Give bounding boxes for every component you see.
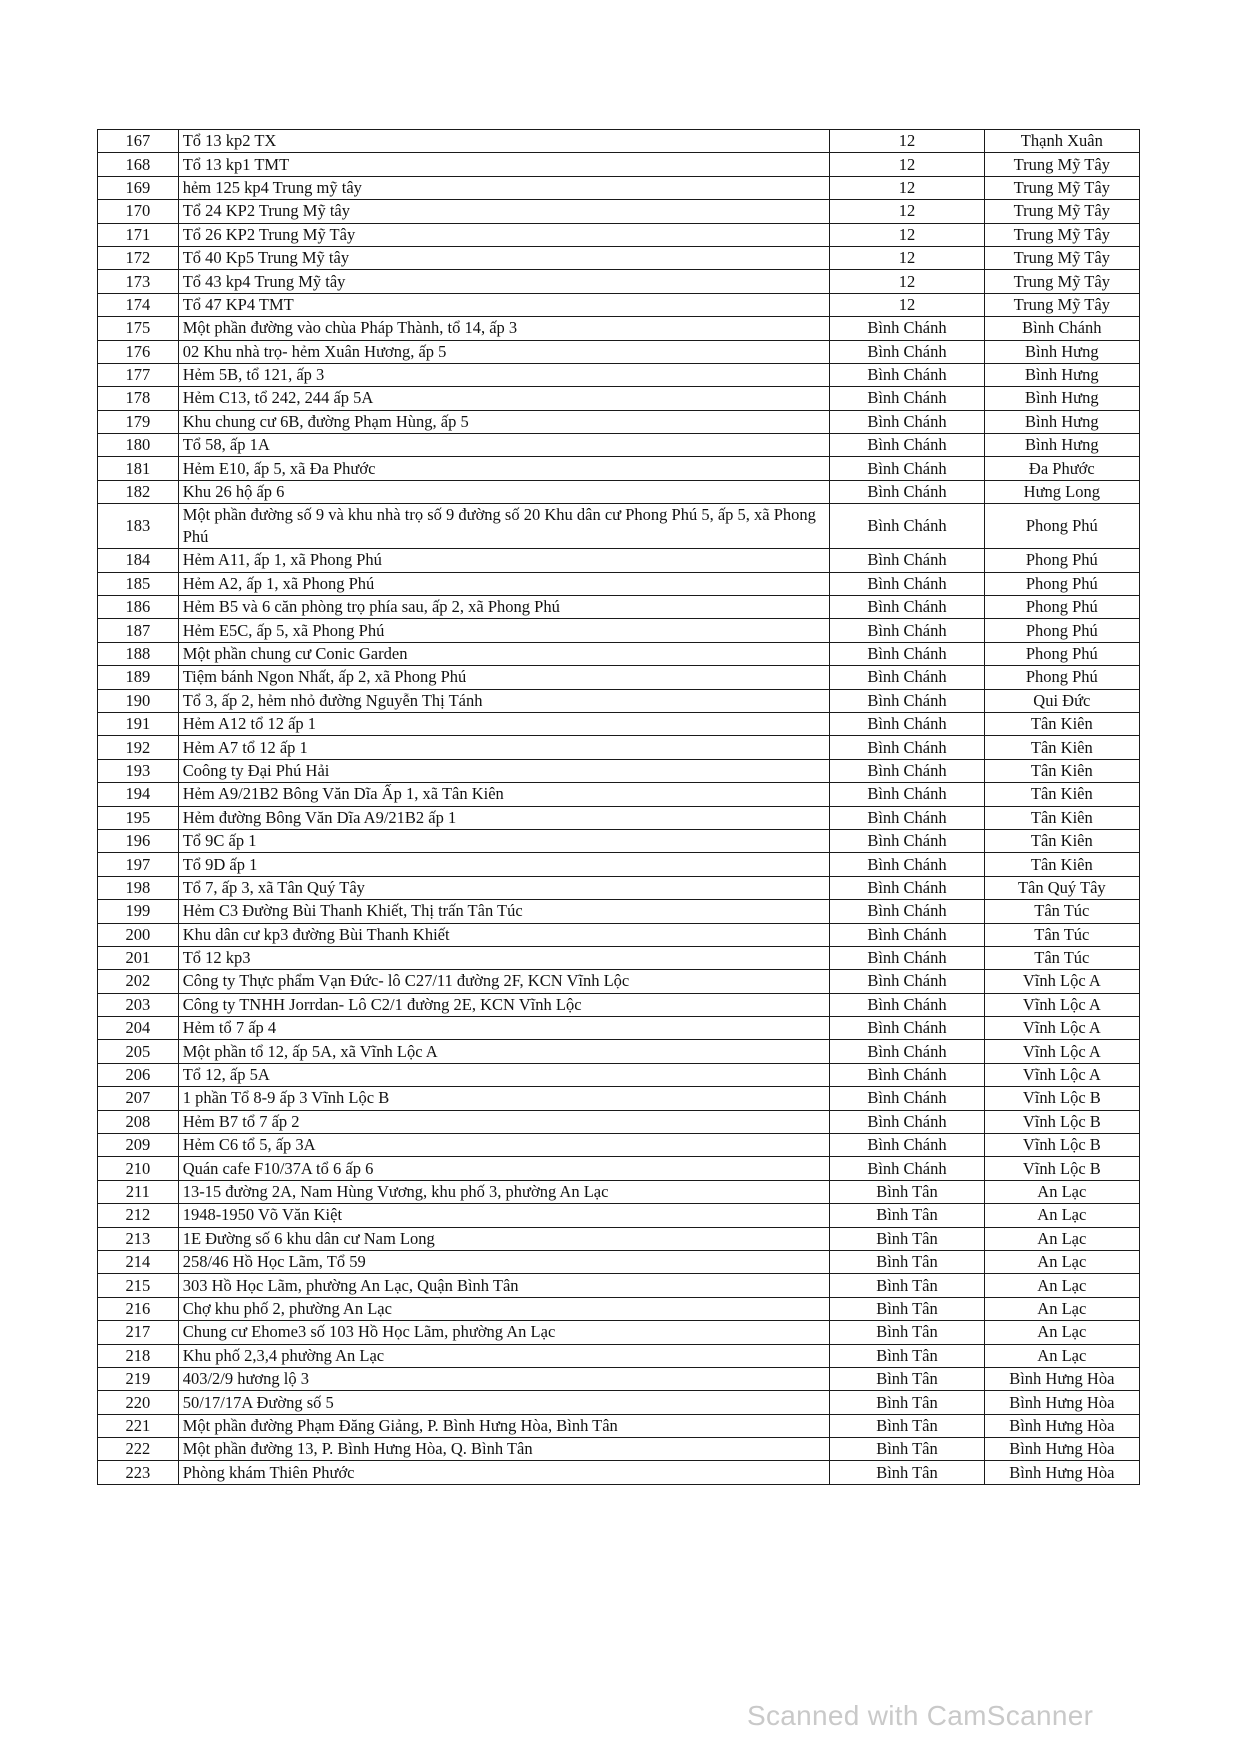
district-cell: Bình Chánh	[830, 853, 984, 876]
district-cell: 12	[830, 176, 984, 199]
table-row	[98, 1063, 1140, 1086]
location-cell: Hẻm A11, ấp 1, xã Phong Phú	[178, 549, 830, 572]
location-cell: Hẻm C13, tổ 242, 244 ấp 5A	[178, 387, 830, 410]
location-cell: 02 Khu nhà trọ- hẻm Xuân Hương, ấp 5	[178, 340, 830, 363]
table-row	[98, 1297, 1140, 1320]
table-row	[98, 1227, 1140, 1250]
table-row	[98, 293, 1140, 316]
ward-cell: Bình Chánh	[984, 317, 1139, 340]
district-cell: Bình Chánh	[830, 970, 984, 993]
table-row	[98, 457, 1140, 480]
location-cell: 258/46 Hồ Học Lãm, Tổ 59	[178, 1250, 830, 1273]
table-row	[98, 783, 1140, 806]
row-number-cell: 208	[98, 1110, 179, 1133]
row-number-cell: 195	[98, 806, 179, 829]
row-number-cell: 181	[98, 457, 179, 480]
row-number-cell: 201	[98, 946, 179, 969]
district-cell: Bình Chánh	[830, 759, 984, 782]
table-row	[98, 993, 1140, 1016]
row-number-cell: 185	[98, 572, 179, 595]
district-cell: Bình Chánh	[830, 736, 984, 759]
district-cell: Bình Tân	[830, 1204, 984, 1227]
row-number-cell: 200	[98, 923, 179, 946]
location-cell: Chung cư Ehome3 số 103 Hồ Học Lãm, phường An Lạc	[178, 1321, 830, 1344]
row-number-cell: 215	[98, 1274, 179, 1297]
ward-cell: Bình Hưng Hòa	[984, 1438, 1139, 1461]
location-cell: Quán cafe F10/37A tổ 6 ấp 6	[178, 1157, 830, 1180]
table-row	[98, 829, 1140, 852]
table-row	[98, 1157, 1140, 1180]
location-cell: 303 Hồ Học Lãm, phường An Lạc, Quận Bình Tân	[178, 1274, 830, 1297]
row-number-cell: 205	[98, 1040, 179, 1063]
district-cell: 12	[830, 200, 984, 223]
district-cell: 12	[830, 293, 984, 316]
table-row	[98, 504, 1140, 549]
district-cell: Bình Tân	[830, 1438, 984, 1461]
row-number-cell: 209	[98, 1134, 179, 1157]
ward-cell: Qui Đức	[984, 689, 1139, 712]
ward-cell: Bình Hưng	[984, 387, 1139, 410]
ward-cell: An Lạc	[984, 1297, 1139, 1320]
district-cell: Bình Chánh	[830, 387, 984, 410]
location-cell: Tổ 24 KP2 Trung Mỹ tây	[178, 200, 830, 223]
row-number-cell: 178	[98, 387, 179, 410]
district-cell: Bình Chánh	[830, 666, 984, 689]
row-number-cell: 177	[98, 363, 179, 386]
row-number-cell: 199	[98, 900, 179, 923]
table-row	[98, 1367, 1140, 1390]
table-row	[98, 176, 1140, 199]
district-cell: Bình Chánh	[830, 340, 984, 363]
row-number-cell: 204	[98, 1017, 179, 1040]
ward-cell: An Lạc	[984, 1180, 1139, 1203]
ward-cell: Bình Hưng Hòa	[984, 1391, 1139, 1414]
table-row	[98, 736, 1140, 759]
ward-cell: Phong Phú	[984, 642, 1139, 665]
district-cell: 12	[830, 223, 984, 246]
row-number-cell: 188	[98, 642, 179, 665]
table-row	[98, 1040, 1140, 1063]
row-number-cell: 217	[98, 1321, 179, 1344]
location-cell: Hẻm đường Bông Văn Dĩa A9/21B2 ấp 1	[178, 806, 830, 829]
camscanner-watermark: Scanned with CamScanner	[747, 1700, 1094, 1731]
district-cell: Bình Tân	[830, 1391, 984, 1414]
ward-cell: Vĩnh Lộc B	[984, 1157, 1139, 1180]
location-cell: Một phần đường 13, P. Bình Hưng Hòa, Q. Bình Tân	[178, 1438, 830, 1461]
district-cell: 12	[830, 246, 984, 269]
row-number-cell: 170	[98, 200, 179, 223]
table-row	[98, 1134, 1140, 1157]
table-row	[98, 1321, 1140, 1344]
location-cell: Tổ 47 KP4 TMT	[178, 293, 830, 316]
table-row	[98, 410, 1140, 433]
row-number-cell: 167	[98, 130, 179, 153]
ward-cell: Tân Túc	[984, 900, 1139, 923]
location-cell: Hẻm A7 tổ 12 ấp 1	[178, 736, 830, 759]
row-number-cell: 202	[98, 970, 179, 993]
location-cell: Tổ 3, ấp 2, hẻm nhỏ đường Nguyễn Thị Tánh	[178, 689, 830, 712]
ward-cell: Phong Phú	[984, 619, 1139, 642]
district-cell: Bình Chánh	[830, 434, 984, 457]
location-cell: Hẻm C6 tổ 5, ấp 3A	[178, 1134, 830, 1157]
table-row	[98, 946, 1140, 969]
table-row	[98, 387, 1140, 410]
location-cell: Hẻm A2, ấp 1, xã Phong Phú	[178, 572, 830, 595]
row-number-cell: 179	[98, 410, 179, 433]
table-row	[98, 1391, 1140, 1414]
ward-cell: An Lạc	[984, 1204, 1139, 1227]
district-cell: Bình Chánh	[830, 572, 984, 595]
ward-cell: Phong Phú	[984, 549, 1139, 572]
row-number-cell: 197	[98, 853, 179, 876]
location-cell: Tổ 9D ấp 1	[178, 853, 830, 876]
table-row	[98, 130, 1140, 153]
row-number-cell: 186	[98, 596, 179, 619]
table-row	[98, 549, 1140, 572]
district-cell: Bình Chánh	[830, 876, 984, 899]
district-cell: Bình Tân	[830, 1461, 984, 1484]
table-row	[98, 1017, 1140, 1040]
district-cell: Bình Chánh	[830, 1134, 984, 1157]
ward-cell: Bình Hưng Hòa	[984, 1367, 1139, 1390]
district-cell: Bình Tân	[830, 1367, 984, 1390]
district-cell: Bình Chánh	[830, 1087, 984, 1110]
table-row	[98, 1438, 1140, 1461]
location-cell: Tổ 40 Kp5 Trung Mỹ tây	[178, 246, 830, 269]
row-number-cell: 168	[98, 153, 179, 176]
district-cell: Bình Chánh	[830, 923, 984, 946]
table-row	[98, 153, 1140, 176]
table-row	[98, 1414, 1140, 1437]
district-cell: Bình Chánh	[830, 900, 984, 923]
table-row	[98, 1110, 1140, 1133]
location-cell: hẻm 125 kp4 Trung mỹ tây	[178, 176, 830, 199]
district-cell: Bình Chánh	[830, 1063, 984, 1086]
ward-cell: Vĩnh Lộc B	[984, 1110, 1139, 1133]
location-cell: Khu dân cư kp3 đường Bùi Thanh Khiết	[178, 923, 830, 946]
table-row	[98, 876, 1140, 899]
district-cell: Bình Chánh	[830, 1110, 984, 1133]
ward-cell: Tân Túc	[984, 923, 1139, 946]
location-cell: Một phần đường số 9 và khu nhà trọ số 9 đường số 20 Khu dân cư Phong Phú 5, ấp 5, xã Phong Phú	[178, 504, 830, 549]
location-cell: Tổ 12, ấp 5A	[178, 1063, 830, 1086]
ward-cell: Phong Phú	[984, 666, 1139, 689]
row-number-cell: 187	[98, 619, 179, 642]
district-cell: Bình Chánh	[830, 1040, 984, 1063]
ward-cell: Vĩnh Lộc A	[984, 970, 1139, 993]
location-cell: 50/17/17A Đường số 5	[178, 1391, 830, 1414]
ward-cell: Tân Quý Tây	[984, 876, 1139, 899]
location-cell: Hẻm A9/21B2 Bông Văn Dĩa Ấp 1, xã Tân Kiên	[178, 783, 830, 806]
location-cell: Hẻm E5C, ấp 5, xã Phong Phú	[178, 619, 830, 642]
location-cell: Tổ 13 kp2 TX	[178, 130, 830, 153]
row-number-cell: 223	[98, 1461, 179, 1484]
ward-cell: Trung Mỹ Tây	[984, 223, 1139, 246]
ward-cell: Bình Hưng	[984, 410, 1139, 433]
district-cell: Bình Tân	[830, 1344, 984, 1367]
ward-cell: Vĩnh Lộc B	[984, 1134, 1139, 1157]
district-cell: Bình Chánh	[830, 480, 984, 503]
district-cell: Bình Tân	[830, 1250, 984, 1273]
table-row	[98, 572, 1140, 595]
table-row	[98, 900, 1140, 923]
row-number-cell: 173	[98, 270, 179, 293]
location-cell: Một phần đường vào chùa Pháp Thành, tổ 14, ấp 3	[178, 317, 830, 340]
location-cell: 1948-1950 Võ Văn Kiệt	[178, 1204, 830, 1227]
row-number-cell: 220	[98, 1391, 179, 1414]
location-cell: 403/2/9 hương lộ 3	[178, 1367, 830, 1390]
ward-cell: Tân Kiên	[984, 736, 1139, 759]
ward-cell: Tân Kiên	[984, 806, 1139, 829]
ward-cell: An Lạc	[984, 1227, 1139, 1250]
district-cell: Bình Chánh	[830, 993, 984, 1016]
ward-cell: Vĩnh Lộc B	[984, 1087, 1139, 1110]
table-row	[98, 317, 1140, 340]
district-cell: Bình Chánh	[830, 596, 984, 619]
ward-cell: Thạnh Xuân	[984, 130, 1139, 153]
ward-cell: Tân Kiên	[984, 853, 1139, 876]
row-number-cell: 183	[98, 504, 179, 549]
district-cell: Bình Tân	[830, 1321, 984, 1344]
location-table	[97, 129, 1140, 1485]
location-cell: Hẻm B7 tổ 7 ấp 2	[178, 1110, 830, 1133]
district-cell: Bình Chánh	[830, 712, 984, 735]
row-number-cell: 182	[98, 480, 179, 503]
location-cell: Tổ 13 kp1 TMT	[178, 153, 830, 176]
table-row	[98, 712, 1140, 735]
district-cell: Bình Chánh	[830, 457, 984, 480]
row-number-cell: 192	[98, 736, 179, 759]
ward-cell: Trung Mỹ Tây	[984, 270, 1139, 293]
ward-cell: Bình Hưng	[984, 340, 1139, 363]
location-cell: Tổ 7, ấp 3, xã Tân Quý Tây	[178, 876, 830, 899]
row-number-cell: 176	[98, 340, 179, 363]
district-cell: Bình Chánh	[830, 946, 984, 969]
district-cell: Bình Tân	[830, 1297, 984, 1320]
district-cell: Bình Tân	[830, 1180, 984, 1203]
district-cell: 12	[830, 270, 984, 293]
district-cell: Bình Tân	[830, 1274, 984, 1297]
district-cell: Bình Chánh	[830, 410, 984, 433]
ward-cell: An Lạc	[984, 1274, 1139, 1297]
district-cell: 12	[830, 130, 984, 153]
row-number-cell: 189	[98, 666, 179, 689]
table-row	[98, 1087, 1140, 1110]
location-cell: Khu 26 hộ ấp 6	[178, 480, 830, 503]
row-number-cell: 198	[98, 876, 179, 899]
table-row	[98, 1180, 1140, 1203]
table-row	[98, 434, 1140, 457]
ward-cell: Đa Phước	[984, 457, 1139, 480]
location-cell: Tổ 12 kp3	[178, 946, 830, 969]
table-row	[98, 1461, 1140, 1484]
table-row	[98, 1204, 1140, 1227]
row-number-cell: 172	[98, 246, 179, 269]
table-row	[98, 970, 1140, 993]
location-cell: Một phần chung cư Conic Garden	[178, 642, 830, 665]
location-cell: Hẻm B5 và 6 căn phòng trọ phía sau, ấp 2, xã Phong Phú	[178, 596, 830, 619]
district-cell: Bình Chánh	[830, 504, 984, 549]
table-row	[98, 480, 1140, 503]
table-row	[98, 200, 1140, 223]
ward-cell: Trung Mỹ Tây	[984, 246, 1139, 269]
row-number-cell: 171	[98, 223, 179, 246]
table-row	[98, 619, 1140, 642]
district-cell: Bình Chánh	[830, 783, 984, 806]
ward-cell: Vĩnh Lộc A	[984, 1063, 1139, 1086]
district-cell: Bình Chánh	[830, 1157, 984, 1180]
location-cell: Tổ 58, ấp 1A	[178, 434, 830, 457]
district-cell: Bình Chánh	[830, 363, 984, 386]
row-number-cell: 214	[98, 1250, 179, 1273]
row-number-cell: 174	[98, 293, 179, 316]
ward-cell: Hưng Long	[984, 480, 1139, 503]
ward-cell: Vĩnh Lộc A	[984, 1017, 1139, 1040]
location-cell: Công ty TNHH Jorrdan- Lô C2/1 đường 2E, KCN Vĩnh Lộc	[178, 993, 830, 1016]
ward-cell: Trung Mỹ Tây	[984, 153, 1139, 176]
district-cell: Bình Chánh	[830, 642, 984, 665]
table-row	[98, 1250, 1140, 1273]
row-number-cell: 194	[98, 783, 179, 806]
location-cell: Coông ty Đại Phú Hải	[178, 759, 830, 782]
table-row	[98, 689, 1140, 712]
row-number-cell: 203	[98, 993, 179, 1016]
location-cell: Hẻm E10, ấp 5, xã Đa Phước	[178, 457, 830, 480]
ward-cell: Tân Kiên	[984, 759, 1139, 782]
location-cell: Công ty Thực phẩm Vạn Đức- lô C27/11 đường 2F, KCN Vĩnh Lộc	[178, 970, 830, 993]
row-number-cell: 175	[98, 317, 179, 340]
table-row	[98, 270, 1140, 293]
row-number-cell: 191	[98, 712, 179, 735]
location-cell: Tổ 26 KP2 Trung Mỹ Tây	[178, 223, 830, 246]
table-row	[98, 1274, 1140, 1297]
ward-cell: An Lạc	[984, 1321, 1139, 1344]
table-row	[98, 246, 1140, 269]
location-cell: Phòng khám Thiên Phước	[178, 1461, 830, 1484]
table-row	[98, 853, 1140, 876]
ward-cell: Phong Phú	[984, 504, 1139, 549]
location-cell: Hẻm tổ 7 ấp 4	[178, 1017, 830, 1040]
table-row	[98, 666, 1140, 689]
location-cell: Khu chung cư 6B, đường Phạm Hùng, ấp 5	[178, 410, 830, 433]
row-number-cell: 218	[98, 1344, 179, 1367]
table-row	[98, 759, 1140, 782]
district-cell: Bình Chánh	[830, 806, 984, 829]
ward-cell: Bình Hưng Hòa	[984, 1461, 1139, 1484]
district-cell: Bình Chánh	[830, 689, 984, 712]
ward-cell: Trung Mỹ Tây	[984, 200, 1139, 223]
location-cell: 1 phần Tổ 8-9 ấp 3 Vĩnh Lộc B	[178, 1087, 830, 1110]
row-number-cell: 216	[98, 1297, 179, 1320]
row-number-cell: 206	[98, 1063, 179, 1086]
location-cell: Tổ 9C ấp 1	[178, 829, 830, 852]
table-row	[98, 223, 1140, 246]
row-number-cell: 193	[98, 759, 179, 782]
ward-cell: An Lạc	[984, 1250, 1139, 1273]
location-cell: Hẻm C3 Đường Bùi Thanh Khiết, Thị trấn Tân Túc	[178, 900, 830, 923]
table-row	[98, 363, 1140, 386]
district-cell: Bình Chánh	[830, 1017, 984, 1040]
district-cell: Bình Chánh	[830, 549, 984, 572]
row-number-cell: 219	[98, 1367, 179, 1390]
table-row	[98, 1344, 1140, 1367]
ward-cell: Vĩnh Lộc A	[984, 993, 1139, 1016]
table-row	[98, 923, 1140, 946]
table-row	[98, 340, 1140, 363]
row-number-cell: 190	[98, 689, 179, 712]
location-cell: 13-15 đường 2A, Nam Hùng Vương, khu phố 3, phường An Lạc	[178, 1180, 830, 1203]
ward-cell: Bình Hưng	[984, 363, 1139, 386]
ward-cell: Tân Kiên	[984, 829, 1139, 852]
table-row	[98, 806, 1140, 829]
location-cell: Khu phố 2,3,4 phường An Lạc	[178, 1344, 830, 1367]
location-cell: Một phần tổ 12, ấp 5A, xã Vĩnh Lộc A	[178, 1040, 830, 1063]
table-row	[98, 596, 1140, 619]
row-number-cell: 207	[98, 1087, 179, 1110]
location-cell: Một phần đường Phạm Đăng Giảng, P. Bình Hưng Hòa, Bình Tân	[178, 1414, 830, 1437]
ward-cell: Bình Hưng Hòa	[984, 1414, 1139, 1437]
row-number-cell: 210	[98, 1157, 179, 1180]
location-cell: Hẻm 5B, tổ 121, ấp 3	[178, 363, 830, 386]
table-row	[98, 642, 1140, 665]
ward-cell: Tân Túc	[984, 946, 1139, 969]
ward-cell: Phong Phú	[984, 596, 1139, 619]
district-cell: Bình Chánh	[830, 619, 984, 642]
ward-cell: Tân Kiên	[984, 783, 1139, 806]
ward-cell: Phong Phú	[984, 572, 1139, 595]
row-number-cell: 221	[98, 1414, 179, 1437]
district-cell: 12	[830, 153, 984, 176]
location-cell: 1E Đường số 6 khu dân cư Nam Long	[178, 1227, 830, 1250]
location-cell: Tổ 43 kp4 Trung Mỹ tây	[178, 270, 830, 293]
district-cell: Bình Chánh	[830, 829, 984, 852]
ward-cell: Tân Kiên	[984, 712, 1139, 735]
row-number-cell: 213	[98, 1227, 179, 1250]
location-cell: Hẻm A12 tổ 12 ấp 1	[178, 712, 830, 735]
location-table-body	[98, 130, 1140, 1485]
row-number-cell: 222	[98, 1438, 179, 1461]
district-cell: Bình Chánh	[830, 317, 984, 340]
row-number-cell: 212	[98, 1204, 179, 1227]
row-number-cell: 184	[98, 549, 179, 572]
row-number-cell: 180	[98, 434, 179, 457]
ward-cell: Vĩnh Lộc A	[984, 1040, 1139, 1063]
ward-cell: An Lạc	[984, 1344, 1139, 1367]
row-number-cell: 196	[98, 829, 179, 852]
location-cell: Chợ khu phố 2, phường An Lạc	[178, 1297, 830, 1320]
district-cell: Bình Tân	[830, 1414, 984, 1437]
district-cell: Bình Tân	[830, 1227, 984, 1250]
row-number-cell: 211	[98, 1180, 179, 1203]
location-cell: Tiệm bánh Ngon Nhất, ấp 2, xã Phong Phú	[178, 666, 830, 689]
ward-cell: Bình Hưng	[984, 434, 1139, 457]
ward-cell: Trung Mỹ Tây	[984, 293, 1139, 316]
ward-cell: Trung Mỹ Tây	[984, 176, 1139, 199]
row-number-cell: 169	[98, 176, 179, 199]
